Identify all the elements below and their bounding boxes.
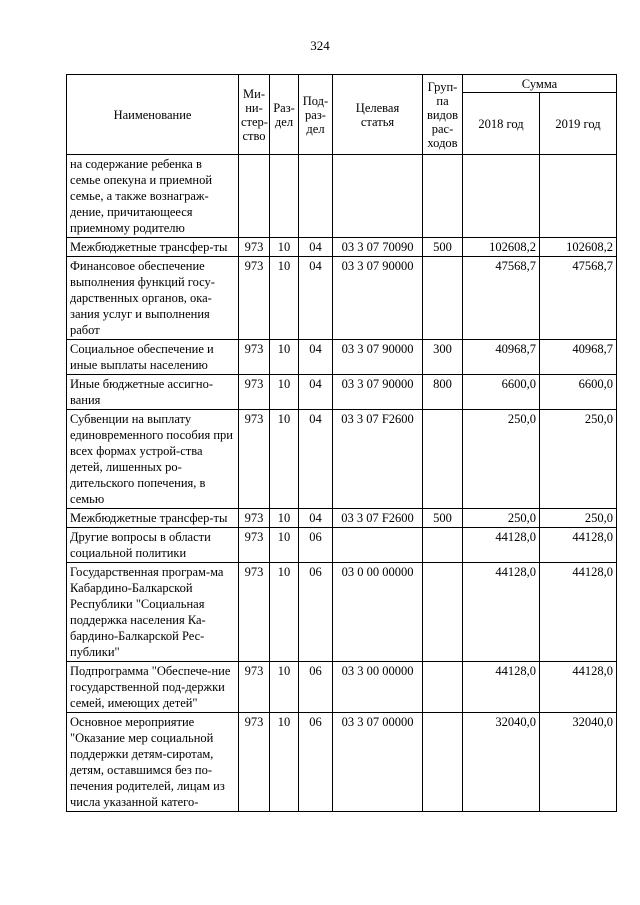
- cell-name: Межбюджетные трансфер-ты: [67, 238, 239, 257]
- header-group: [423, 75, 463, 155]
- table-row: [67, 563, 617, 662]
- cell-name: Финансовое обеспечение выполнения функций госу-дарственных органов, ока-зания услуг и выполнения работ: [67, 257, 239, 340]
- cell-name: Подпрограмма "Обеспече-ние государственной под-держки семей, имеющих детей": [67, 662, 239, 713]
- cell-subsection: 04: [299, 340, 333, 375]
- cell-group: [423, 410, 463, 509]
- table-row: [67, 509, 617, 528]
- table-row: [67, 410, 617, 509]
- cell-2018: 44128,0: [463, 662, 540, 713]
- budget-table: [66, 74, 617, 812]
- cell-2018: 47568,7: [463, 257, 540, 340]
- cell-ministry: 973: [239, 257, 270, 340]
- cell-2018: [463, 155, 540, 238]
- cell-subsection: 04: [299, 257, 333, 340]
- cell-name: на содержание ребенка в семье опекуна и приемной семье, а также вознаграж-дение, причитающееся приемному родителю: [67, 155, 239, 238]
- header-section: [270, 75, 299, 155]
- cell-subsection: 04: [299, 410, 333, 509]
- header-line: статья: [360, 114, 395, 129]
- cell-group: 500: [423, 509, 463, 528]
- cell-ministry: 973: [239, 713, 270, 812]
- cell-group: [423, 563, 463, 662]
- header-subsection: [299, 75, 333, 155]
- cell-2019: 102608,2: [540, 238, 617, 257]
- table-row: [67, 238, 617, 257]
- header-line: Под-: [302, 93, 329, 108]
- table-row: [67, 340, 617, 375]
- cell-2019: 47568,7: [540, 257, 617, 340]
- cell-2019: 250,0: [540, 410, 617, 509]
- cell-group: [423, 662, 463, 713]
- cell-target: 03 3 07 F2600: [333, 509, 423, 528]
- cell-2018: 250,0: [463, 410, 540, 509]
- cell-2019: 250,0: [540, 509, 617, 528]
- cell-section: 10: [270, 528, 299, 563]
- cell-2019: 44128,0: [540, 528, 617, 563]
- cell-target: 03 3 07 00000: [333, 713, 423, 812]
- cell-group: [423, 713, 463, 812]
- cell-ministry: 973: [239, 238, 270, 257]
- cell-ministry: 973: [239, 410, 270, 509]
- table-row: [67, 528, 617, 563]
- cell-subsection: 04: [299, 238, 333, 257]
- cell-name: Иные бюджетные ассигно-вания: [67, 375, 239, 410]
- cell-section: 10: [270, 662, 299, 713]
- cell-target: 03 3 07 90000: [333, 375, 423, 410]
- cell-subsection: 04: [299, 509, 333, 528]
- cell-2018: 32040,0: [463, 713, 540, 812]
- cell-2019: 32040,0: [540, 713, 617, 812]
- cell-subsection: 06: [299, 713, 333, 812]
- cell-name: Другие вопросы в области социальной политики: [67, 528, 239, 563]
- cell-group: [423, 155, 463, 238]
- cell-name: Основное мероприятие "Оказание мер социальной поддержки детям-сиротам, детям, оставшимся без по-печения родителей, лицам из числа указанной катего-: [67, 713, 239, 812]
- cell-group: [423, 257, 463, 340]
- cell-2018: 44128,0: [463, 528, 540, 563]
- cell-group: 500: [423, 238, 463, 257]
- table-row: [67, 662, 617, 713]
- cell-section: 10: [270, 238, 299, 257]
- cell-ministry: 973: [239, 662, 270, 713]
- cell-subsection: 06: [299, 662, 333, 713]
- header-line: видов: [426, 107, 459, 122]
- cell-2018: 44128,0: [463, 563, 540, 662]
- cell-section: 10: [270, 563, 299, 662]
- cell-target: 03 3 07 70090: [333, 238, 423, 257]
- cell-subsection: 06: [299, 563, 333, 662]
- cell-2018: 102608,2: [463, 238, 540, 257]
- cell-2019: 40968,7: [540, 340, 617, 375]
- cell-section: 10: [270, 257, 299, 340]
- header-line: Раз-: [273, 100, 295, 115]
- cell-group: 300: [423, 340, 463, 375]
- cell-ministry: 973: [239, 528, 270, 563]
- cell-subsection: 04: [299, 375, 333, 410]
- header-target: [333, 75, 423, 155]
- header-line: Груп-: [427, 79, 458, 94]
- cell-2018: 40968,7: [463, 340, 540, 375]
- cell-ministry: 973: [239, 340, 270, 375]
- header-line: Целевая: [355, 100, 400, 115]
- cell-target: [333, 528, 423, 563]
- cell-subsection: [299, 155, 333, 238]
- cell-name: Субвенции на выплату единовременного пособия при всех формах устрой-ства детей, лишенных ро-дительского попечения, в семью: [67, 410, 239, 509]
- header-line: рас-: [431, 121, 454, 136]
- table-row: [67, 155, 617, 238]
- header-line: стер-: [241, 114, 268, 129]
- header-name: [67, 75, 239, 155]
- cell-section: [270, 155, 299, 238]
- cell-section: 10: [270, 375, 299, 410]
- cell-name: Государственная програм-ма Кабардино-Балкарской Республики "Социальная поддержка населения Ка-бардино-Балкарской Рес-публики": [67, 563, 239, 662]
- page-number: 324: [310, 38, 330, 53]
- header-name-text: Наименование: [113, 107, 192, 122]
- cell-section: 10: [270, 713, 299, 812]
- cell-ministry: 973: [239, 375, 270, 410]
- cell-target: 03 3 00 00000: [333, 662, 423, 713]
- cell-target: 03 3 07 90000: [333, 340, 423, 375]
- cell-section: 10: [270, 410, 299, 509]
- header-line: дел: [306, 121, 325, 136]
- header-line: дел: [274, 114, 294, 129]
- cell-subsection: 06: [299, 528, 333, 563]
- header-line: па: [436, 93, 449, 108]
- cell-2018: 6600,0: [463, 375, 540, 410]
- header-line: ни-: [245, 100, 263, 115]
- cell-group: [423, 528, 463, 563]
- cell-target: 03 3 07 F2600: [333, 410, 423, 509]
- cell-target: [333, 155, 423, 238]
- header-sum: Сумма: [463, 75, 617, 93]
- cell-2018: 250,0: [463, 509, 540, 528]
- header-ministry: [239, 75, 270, 155]
- cell-2019: 44128,0: [540, 563, 617, 662]
- header-year-2018: 2018 год: [463, 93, 540, 155]
- cell-ministry: [239, 155, 270, 238]
- table-row: [67, 375, 617, 410]
- header-year-2019: 2019 год: [540, 93, 617, 155]
- cell-section: 10: [270, 340, 299, 375]
- header-line: раз-: [305, 107, 326, 122]
- cell-section: 10: [270, 509, 299, 528]
- cell-name: Социальное обеспечение и иные выплаты населению: [67, 340, 239, 375]
- cell-2019: 6600,0: [540, 375, 617, 410]
- cell-target: 03 3 07 90000: [333, 257, 423, 340]
- table-row: [67, 257, 617, 340]
- header-line: ство: [242, 128, 266, 143]
- cell-ministry: 973: [239, 563, 270, 662]
- header-line: ходов: [427, 135, 458, 150]
- table-row: [67, 713, 617, 812]
- cell-ministry: 973: [239, 509, 270, 528]
- cell-group: 800: [423, 375, 463, 410]
- header-line: Ми-: [243, 86, 265, 101]
- cell-2019: 44128,0: [540, 662, 617, 713]
- cell-name: Межбюджетные трансфер-ты: [67, 509, 239, 528]
- cell-2019: [540, 155, 617, 238]
- cell-target: 03 0 00 00000: [333, 563, 423, 662]
